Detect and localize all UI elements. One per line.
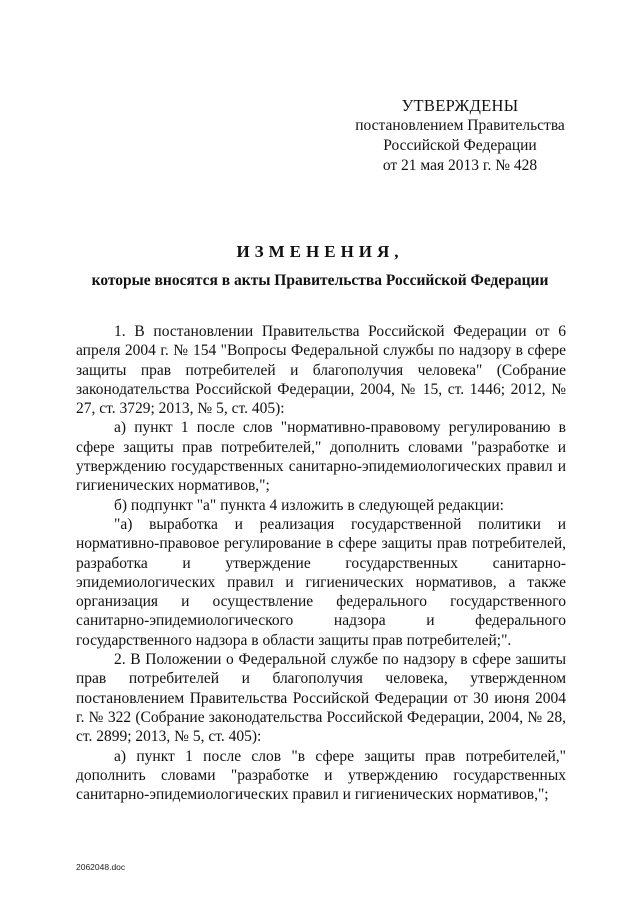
paragraph-2a: а) пункт 1 после слов "в сфере защиты прав потребителей," дополнить словами "разработке и утверждению государственных санитарно-эпидемиологических правил и гигиенических нормативов,"; [76,747,566,804]
paragraph-1b-text: "а) выработка и реализация государственной политики и нормативно-правовое регулирование в сфере защиты прав потребителей, разработка и утверждение государственных санитарно-эпидемиологических правил и гигиенических нормативов, а также организация и осуществление федерального государственного санитарно-эпидемиологического надзора и федерального государственного надзора в области защиты прав потребителей;". [76,515,566,649]
approval-line-1: постановлением Правительства [355,117,565,134]
approval-line-3: от 21 мая 2013 г. № 428 [382,157,538,174]
paragraph-1a: а) пункт 1 после слов "нормативно-правовому регулированию в сфере защиты прав потребителей," дополнить словами "разработке и утверждению государственных санитарно-эпидемиологических правил и гигиенических нормативов,"; [76,419,566,495]
approval-stamp [340,96,580,176]
paragraph-1: 1. В постановлении Правительства Российской Федерации от 6 апреля 2004 г. № 154 "Вопросы Федеральной службы по надзору в сфере защиты прав потребителей и благополучия человека" (Собрание законодательства Российской Федерации, 2004, № 15, ст. 1446; 2012, № 27, ст. 3729; 2013, № 5, ст. 405): [76,323,566,418]
approval-heading: УТВЕРЖДЕНЫ [401,96,519,115]
paragraph-2: 2. В Положении о Федеральной службе по надзору в сфере зашиты прав потребителей и благополучия человека, утвержденном постановлением Правительства Российской Федерации от 30 июня 2004 г. № 322 (Собрание законодательства Российской Федерации, 2004, № 28, ст. 2899; 2013, № 5, ст. 405): [76,651,566,746]
document-subtitle: которые вносятся в акты Правительства Российской Федерации [91,272,549,289]
document-title: ИЗМЕНЕНИЯ, [236,242,404,261]
approval-line-2: Российской Федерации [383,137,537,154]
paragraph-1b: б) подпункт "а" пункта 4 изложить в следующей редакции: [114,496,504,514]
file-name-footer: 2062048.doc [76,862,126,872]
document-body [76,322,566,804]
